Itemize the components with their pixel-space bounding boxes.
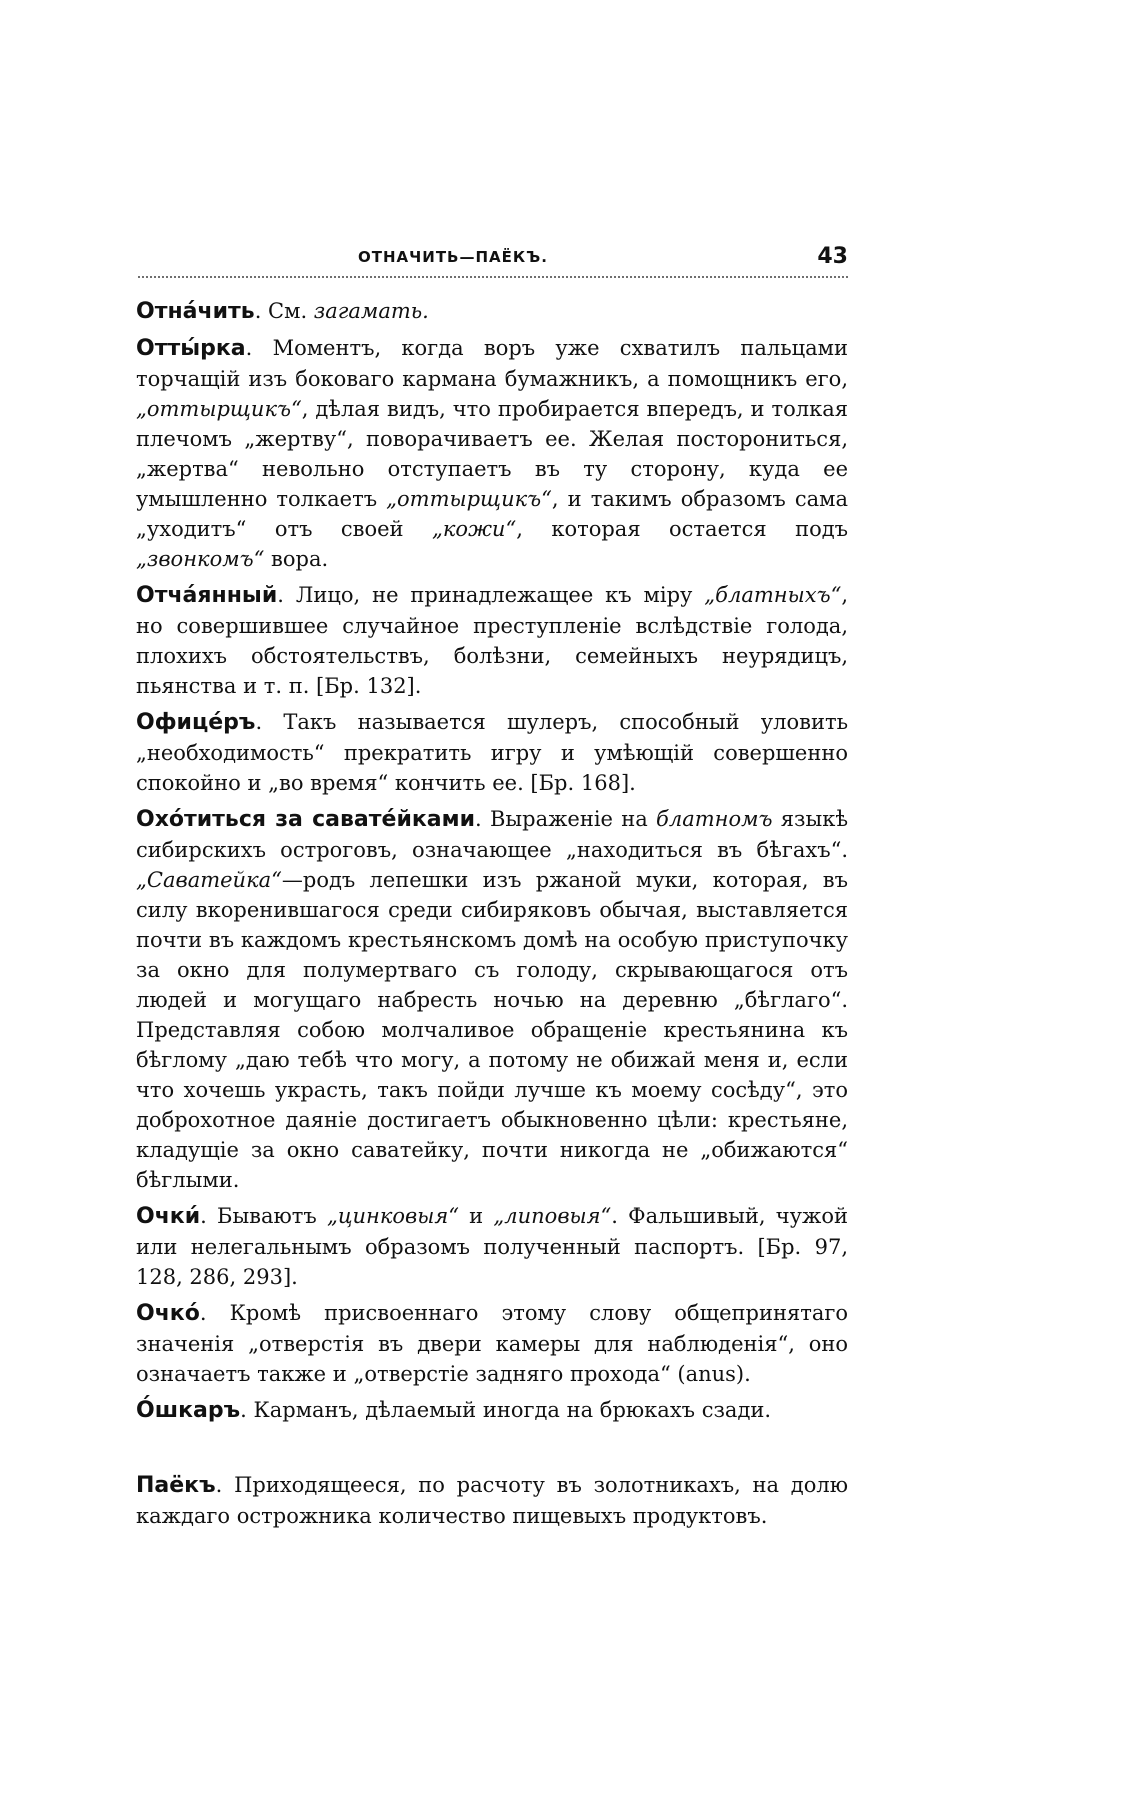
running-title: ОТНАЧИТЬ—ПАЁКЪ. <box>358 248 548 266</box>
dictionary-entries <box>136 296 848 1537</box>
entry-italic-term: загамать. <box>313 299 429 323</box>
entry-italic-term: „оттырщикъ“ <box>136 397 302 421</box>
entry-headword: Отна́чить <box>136 299 255 324</box>
entry-text: , и такимъ образомъ сама „уходитъ“ отъ своей <box>136 487 848 541</box>
entry-italic-term: „Саватейка“ <box>136 868 282 892</box>
entry-headword: Отча́янный <box>136 583 278 608</box>
entry-text: . Карманъ, дѣлаемый иногда на брюкахъ сзади. <box>240 1398 772 1422</box>
entry-headword: Охо́титься за савате́йками <box>136 807 476 832</box>
running-head <box>138 244 848 282</box>
entry-italic-term: „звонкомъ“ <box>136 547 265 571</box>
entry-headword: Офице́ръ <box>136 710 256 735</box>
entry-text: . Выраженіе на <box>475 807 657 831</box>
dictionary-entry <box>136 580 848 701</box>
entry-italic-term: „липовыя“ <box>493 1204 612 1228</box>
entry-text: языкѣ сибирскихъ остроговъ, означающее „находиться въ бѣгахъ“. <box>136 807 848 862</box>
entry-text: . Кромѣ присвоеннаго этому слову общепринятаго значенія „отверстія въ двери камеры для наблюденія“, оно означаетъ также и „отверстіе задняго прохода“ (anus). <box>136 1301 848 1386</box>
entry-text: . Лицо, не принадлежащее къ міру <box>277 583 705 607</box>
entry-headword: Очко́ <box>136 1301 200 1326</box>
entry-headword: Отты́рка <box>136 336 246 361</box>
entry-text: . См. <box>254 299 314 323</box>
entry-headword: О́шкаръ <box>136 1398 241 1423</box>
entry-italic-term: „блатныхъ“ <box>704 583 842 607</box>
entry-headword: Паёкъ <box>136 1473 216 1498</box>
entry-text: , но совершившее случайное преступленіе вслѣдствіе голода, плохихъ обстоятельствъ, болѣзни, семейныхъ неурядицъ, пьянства и т. п. [Бр. 132]. <box>136 583 848 698</box>
entry-text: . Бываютъ <box>200 1204 327 1228</box>
entry-headword: Очки́ <box>136 1204 201 1229</box>
entry-text: . Такъ называется шулеръ, способный уловить „необходимость“ прекратить игру и умѣющій совершенно спокойно и „во время“ кончить ее. [Бр. 168]. <box>136 710 848 795</box>
entry-italic-term: „цинковыя“ <box>326 1204 459 1228</box>
entry-italic-term: блатномъ <box>656 807 773 831</box>
dictionary-entry <box>136 296 848 327</box>
entry-text: и <box>459 1204 494 1228</box>
dictionary-entry <box>136 707 848 798</box>
dictionary-entry <box>136 333 848 574</box>
page-number: 43 <box>817 244 848 269</box>
entry-text: . Фальшивый, чужой или нелегальнымъ образомъ полученный паспортъ. [Бр. 97, 128, 286, 293]. <box>136 1204 848 1289</box>
header-rule <box>138 276 848 278</box>
dictionary-entry <box>136 1395 848 1426</box>
entry-text: , которая остается подъ <box>516 517 848 541</box>
dictionary-entry <box>136 1201 848 1292</box>
entry-italic-term: „кожи“ <box>432 517 517 541</box>
dictionary-entry <box>136 1470 848 1531</box>
entry-text: . Моментъ, когда воръ уже схватилъ пальцами торчащій изъ боковаго кармана бумажникъ, а помощникъ его, <box>136 336 848 391</box>
dictionary-entry <box>136 1298 848 1389</box>
entry-text: , дѣлая видъ, что пробирается впередъ, и толкая плечомъ „жертву“, поворачиваетъ ее. Желая посторониться, „жертва“ невольно отступаетъ въ ту сторону, куда ее умышленно толкаетъ <box>136 397 848 511</box>
entry-text: вора. <box>264 547 329 571</box>
entry-text: . Приходящееся, по расчоту въ золотникахъ, на долю каждаго острожника количество пищевыхъ продуктовъ. <box>136 1473 848 1528</box>
entry-text: —родъ лепешки изъ ржаной муки, которая, въ силу вкоренившагося среди сибиряковъ обычая, выставляется почти въ каждомъ крестьянскомъ домѣ на особую приступочку за окно для полумертваго съ голоду, скрывающагося отъ людей и могущаго набресть ночью на деревню „бѣглаго“. Представляя собою молчаливое обращеніе крестьянина къ бѣглому „даю тебѣ что могу, а потому не обижай меня и, если что хочешь украсть, такъ пойди лучше къ моему сосѣду“, это доброхотное даяніе достигаетъ обыкновенно цѣли: крестьяне, кладущіе за окно саватейку, почти никогда не „обижаются“ бѣглыми. <box>136 868 848 1192</box>
entry-italic-term: „оттырщикъ“ <box>386 487 552 511</box>
dictionary-entry <box>136 804 848 1195</box>
